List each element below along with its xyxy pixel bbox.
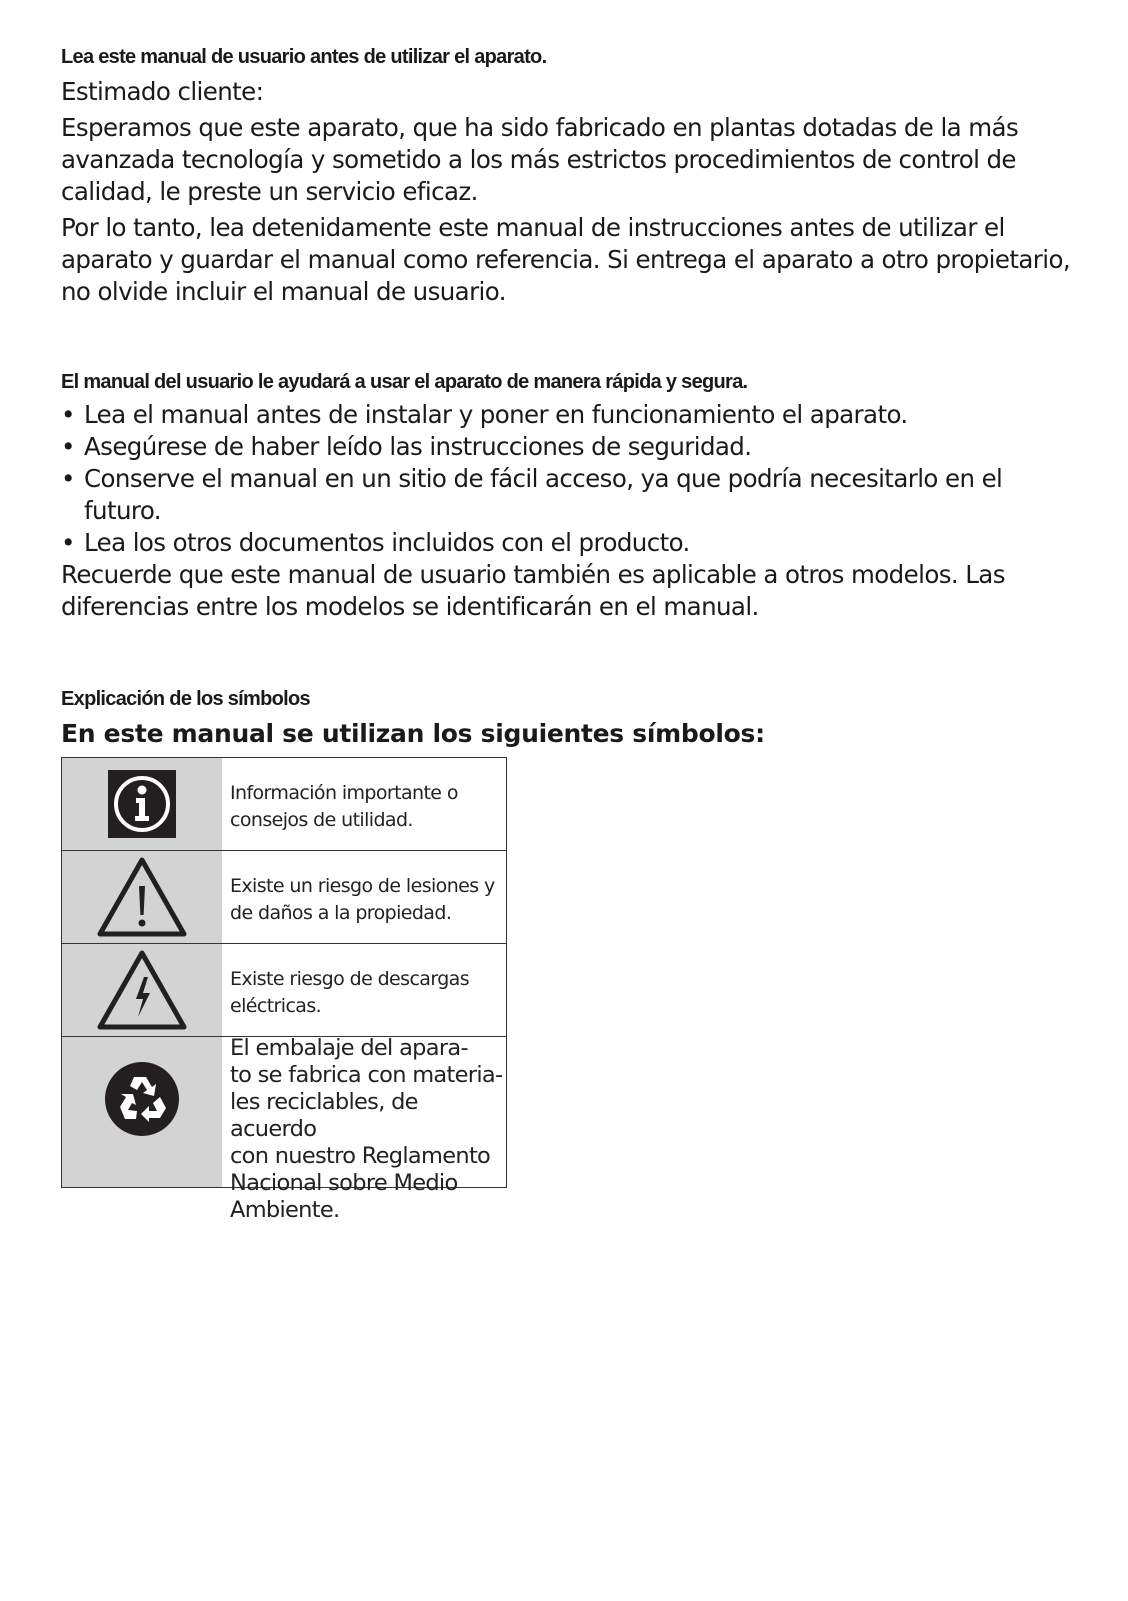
symbol-row-electric	[62, 944, 506, 1037]
symbol-text-warning: Existe un riesgo de lesiones y de daños a la propiedad.	[230, 875, 495, 924]
electric-shock-icon	[96, 949, 188, 1031]
symbol-row-recycle	[62, 1035, 506, 1223]
bullet-item-1: Lea el manual antes de instalar y poner en funcionamiento el aparato.	[84, 400, 908, 429]
intro-paragraph-2-line-2: aparato y guardar el manual como referencia. Si entrega el aparato a otro propietario,	[61, 245, 1071, 274]
bullet-marker: •	[61, 432, 76, 461]
intro-heading: Lea este manual de usuario antes de utilizar el aparato.	[61, 46, 547, 68]
symbols-subheading: En este manual se utilizan los siguientes símbolos:	[61, 719, 765, 748]
symbol-row-info	[62, 758, 506, 851]
info-icon	[108, 770, 176, 838]
symbol-text-info: Información importante o consejos de utilidad.	[230, 782, 458, 831]
intro-paragraph-2-line-1: Por lo tanto, lea detenidamente este manual de instrucciones antes de utilizar el	[61, 213, 1005, 242]
intro-paragraph-1-line-2: avanzada tecnología y sometido a los más estrictos procedimientos de control de	[61, 145, 1016, 174]
greeting: Estimado cliente:	[61, 77, 264, 106]
warning-icon	[96, 856, 188, 938]
symbol-row-warning	[62, 851, 506, 944]
intro-paragraph-1-line-1: Esperamos que este aparato, que ha sido fabricado en plantas dotadas de la más	[61, 113, 1019, 142]
symbols-table	[61, 757, 507, 1223]
symbols-heading: Explicación de los símbolos	[61, 688, 310, 710]
intro-paragraph-2-line-3: no olvide incluir el manual de usuario.	[61, 277, 506, 306]
recycle-icon	[104, 1061, 180, 1137]
guide-note-line-2: diferencias entre los modelos se identificarán en el manual.	[61, 592, 759, 621]
bullet-marker: •	[61, 464, 76, 493]
guide-heading: El manual del usuario le ayudará a usar el aparato de manera rápida y segura.	[61, 371, 748, 393]
bullet-item-3-line-2: futuro.	[84, 496, 161, 525]
bullet-item-3-line-1: Conserve el manual en un sitio de fácil acceso, ya que podría necesitarlo en el	[84, 464, 1003, 493]
symbol-text-electric: Existe riesgo de descargas eléctricas.	[230, 968, 470, 1017]
bullet-marker: •	[61, 400, 76, 429]
bullet-item-4: Lea los otros documentos incluidos con el producto.	[84, 528, 690, 557]
intro-paragraph-1-line-3: calidad, le preste un servicio eficaz.	[61, 177, 478, 206]
bullet-marker: •	[61, 528, 76, 557]
guide-note-line-1: Recuerde que este manual de usuario también es aplicable a otros modelos. Las	[61, 560, 1005, 589]
bullet-item-2: Asegúrese de haber leído las instrucciones de seguridad.	[84, 432, 752, 461]
symbol-text-recycle: El embalaje del apara- to se fabrica con materia- les reciclables, de acuerdo con nuestro Reglamento Nacional sobre Medio Ambiente.	[230, 1035, 503, 1223]
